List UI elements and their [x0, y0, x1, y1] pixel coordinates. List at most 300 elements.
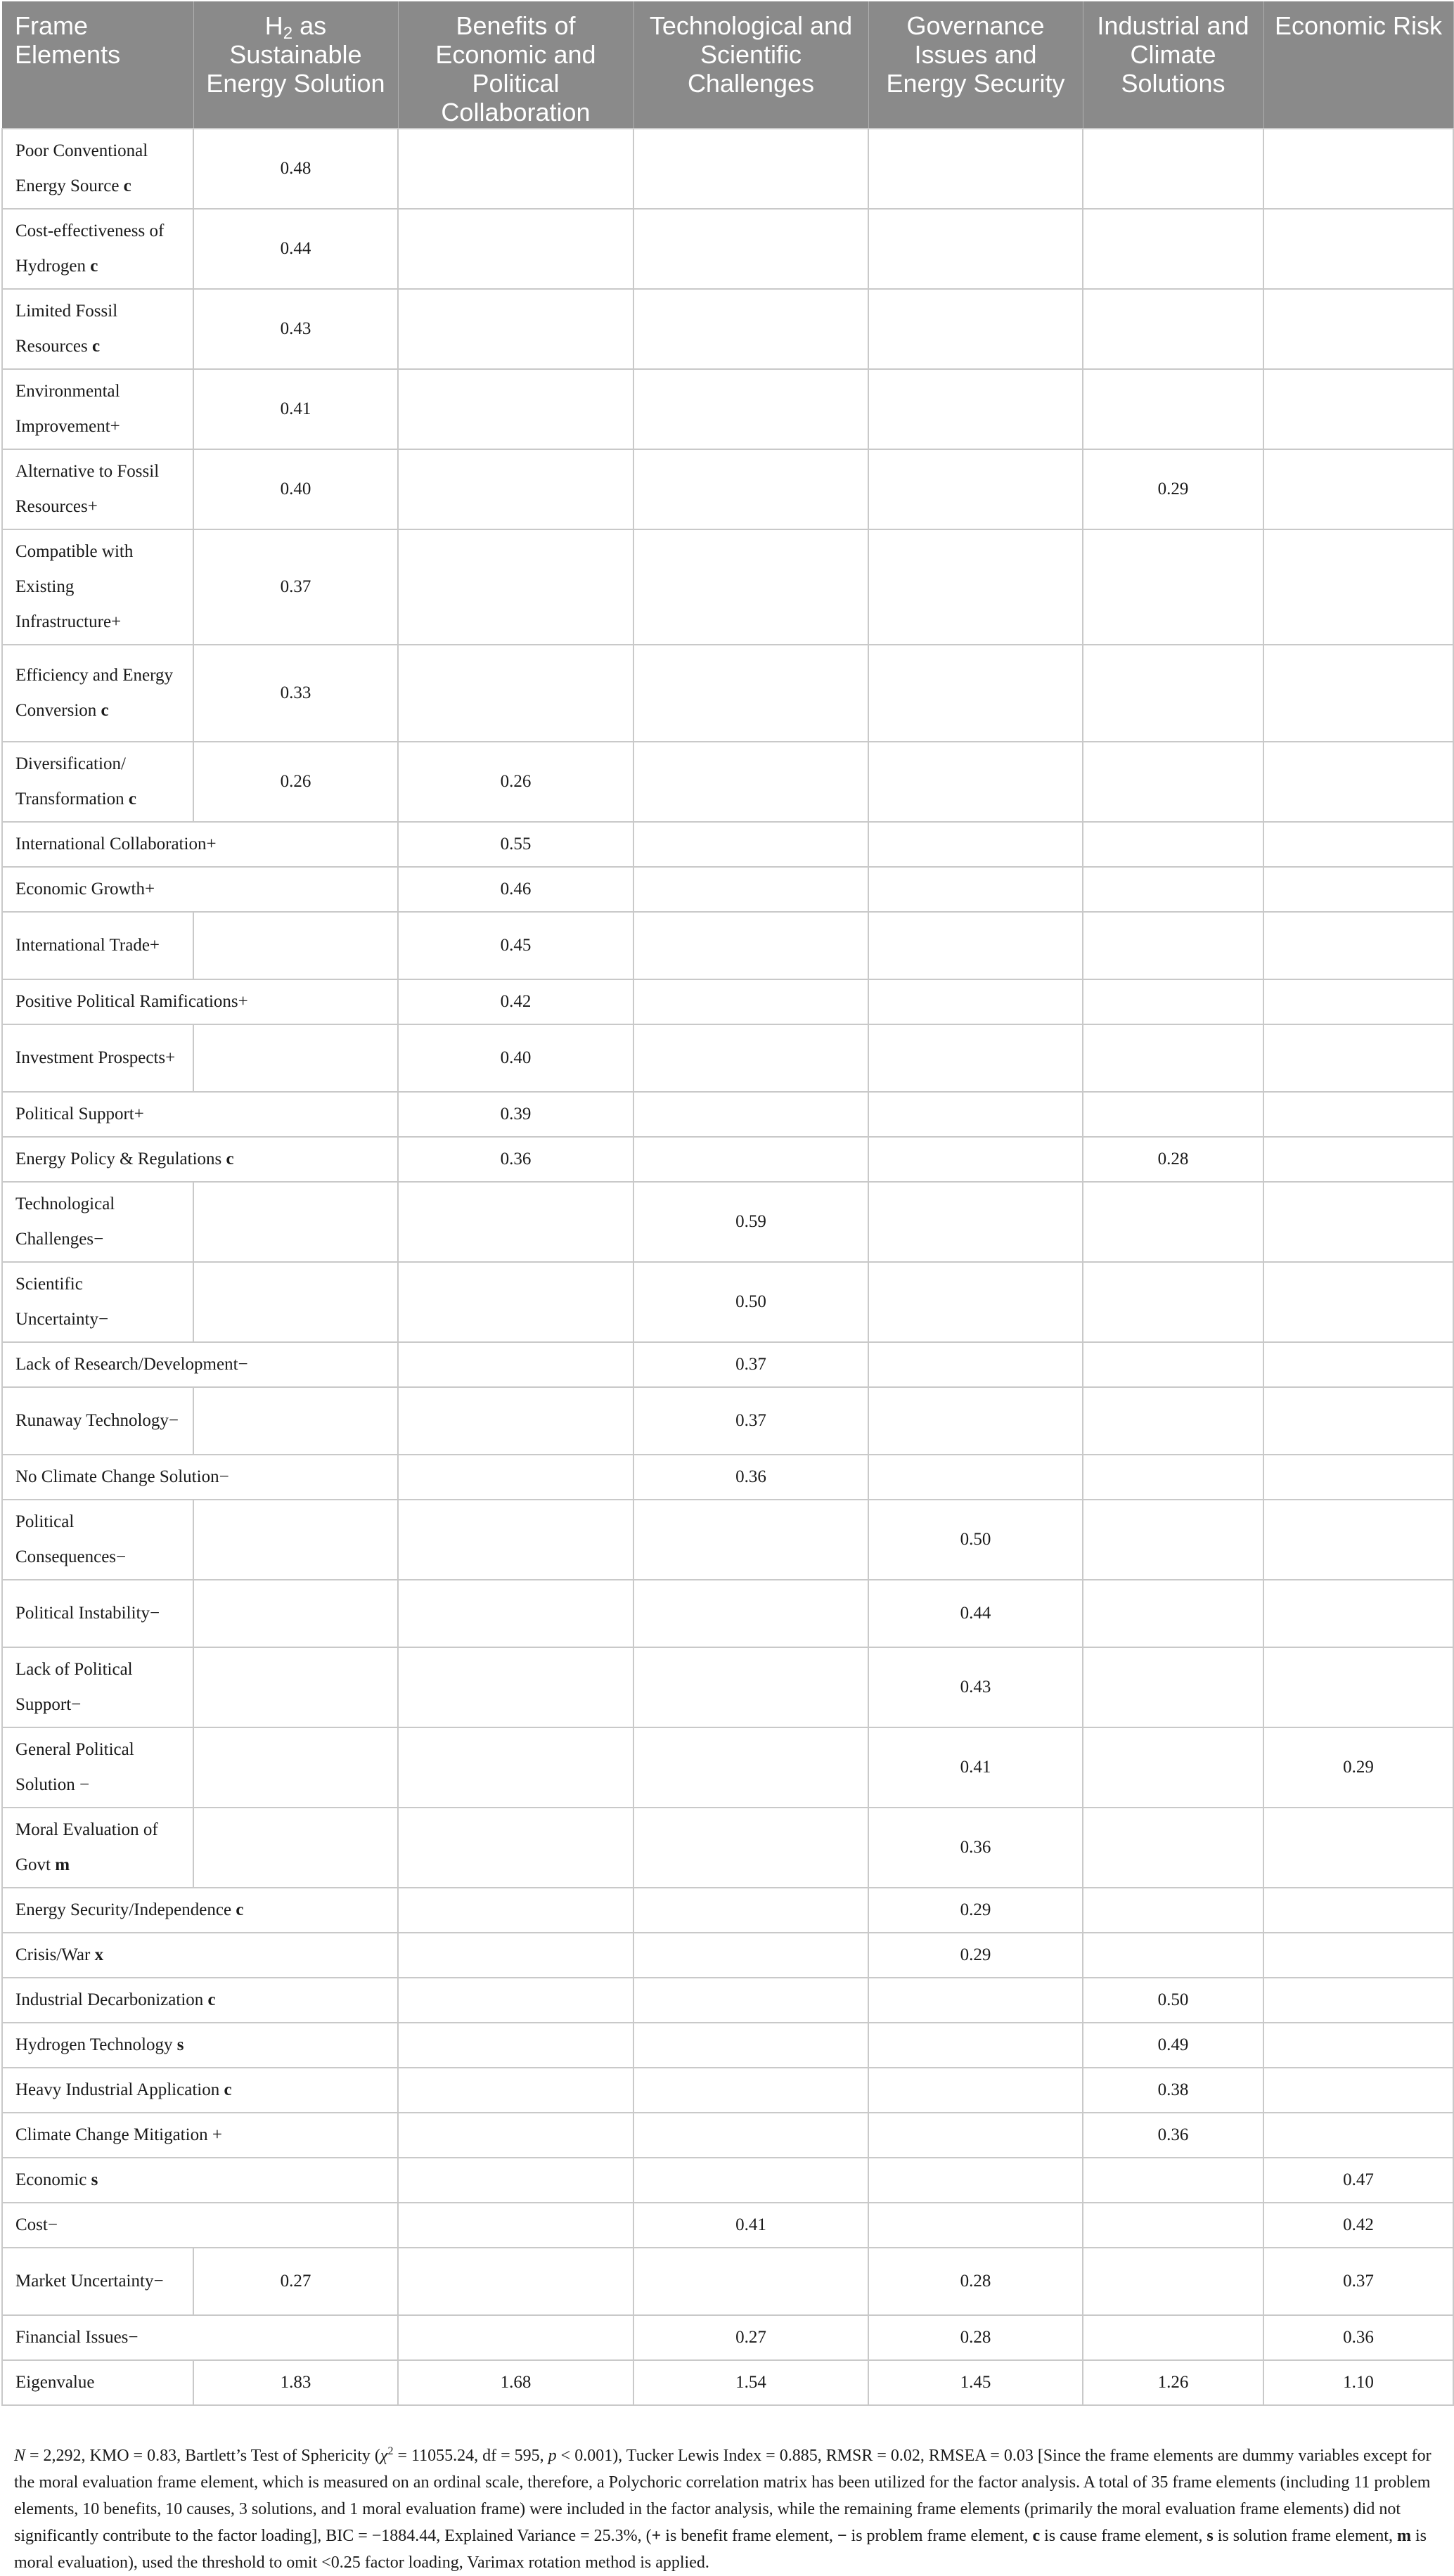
loading-cell-eco [1263, 2068, 1453, 2113]
row-label-tag: s [91, 2170, 98, 2189]
table-row [2, 1500, 1453, 1580]
loading-cell-ind: 0.49 [1083, 2023, 1263, 2068]
row-label [2, 1455, 229, 1500]
loading-cell-gov: 1.45 [868, 2360, 1083, 2405]
row-label [2, 1647, 193, 1727]
loading-cell-tech [633, 1580, 868, 1647]
table-body [2, 129, 1453, 2405]
loading-cell-ben [398, 1933, 633, 1978]
row-label-text: Energy Security/Independence [15, 1900, 236, 1919]
header-frame-elements: Frame Elements [2, 1, 193, 129]
loading-cell-h2 [193, 1808, 398, 1888]
loading-cell-ben [398, 2023, 633, 2068]
loading-cell-gov [868, 1978, 1083, 2023]
loading-cell-h2 [193, 2315, 398, 2360]
row-label-text: Heavy Industrial Application [15, 2080, 224, 2099]
header-h2-prefix: H [264, 11, 283, 40]
loading-cell-ben [398, 645, 633, 742]
loading-cell-tech [633, 867, 868, 912]
row-label-text: Market Uncertainty− [15, 2272, 164, 2291]
loading-cell-gov [868, 742, 1083, 822]
loading-cell-ind [1083, 822, 1263, 867]
loading-cell-tech [633, 1933, 868, 1978]
table-row [2, 912, 1453, 979]
row-label-tag: c [90, 257, 98, 276]
loading-cell-h2 [193, 1262, 398, 1342]
row-label-tag: s [176, 2035, 184, 2054]
loading-cell-ind [1083, 529, 1263, 645]
table-row [2, 979, 1453, 1024]
loading-cell-eco [1263, 2113, 1453, 2158]
loading-cell-ind [1083, 1024, 1263, 1092]
loading-cell-tech [633, 2158, 868, 2203]
table-row [2, 129, 1453, 209]
row-label [2, 1978, 216, 2023]
loading-cell-ben [398, 2315, 633, 2360]
loading-cell-ind [1083, 2158, 1263, 2203]
loading-cell-ben: 0.36 [398, 1137, 633, 1182]
note-c: c [1032, 2527, 1041, 2545]
loading-cell-gov [868, 867, 1083, 912]
loading-cell-ind [1083, 2315, 1263, 2360]
row-label-text: Economic [15, 2170, 91, 2189]
loading-cell-tech [633, 129, 868, 209]
row-label-tag: m [55, 1855, 70, 1874]
loading-cell-eco [1263, 1262, 1453, 1342]
loading-cell-eco [1263, 912, 1453, 979]
loading-cell-tech [633, 369, 868, 449]
row-label-text: Scientific Uncertainty− [15, 1275, 109, 1329]
loading-cell-gov [868, 369, 1083, 449]
loading-cell-ind: 0.50 [1083, 1978, 1263, 2023]
row-label-text: Moral Evaluation of Govt [15, 1820, 158, 1874]
loading-cell-gov: 0.44 [868, 1580, 1083, 1647]
loading-cell-ind [1083, 1182, 1263, 1262]
loading-cell-h2 [193, 1580, 398, 1647]
loading-cell-h2 [193, 1978, 398, 2023]
loading-cell-ben [398, 2158, 633, 2203]
note-part: = 11055.24, df = 595, [393, 2447, 548, 2465]
table-row [2, 2315, 1453, 2360]
loading-cell-gov: 0.28 [868, 2248, 1083, 2315]
row-label-text: Compatible with Existing Infrastructure+ [15, 542, 134, 631]
loading-cell-ind [1083, 289, 1263, 369]
loading-cell-ben [398, 1455, 633, 1500]
loading-cell-tech [633, 1808, 868, 1888]
row-label [2, 2360, 193, 2405]
loading-cell-h2 [193, 867, 398, 912]
row-label [2, 912, 193, 979]
loading-cell-tech: 0.36 [633, 1455, 868, 1500]
row-label [2, 979, 248, 1024]
loading-cell-ben: 0.39 [398, 1092, 633, 1137]
loading-cell-gov: 0.36 [868, 1808, 1083, 1888]
row-label-text: Industrial Decarbonization [15, 1990, 208, 2009]
loading-cell-ben [398, 1500, 633, 1580]
loading-cell-tech [633, 1727, 868, 1808]
table-row [2, 1387, 1453, 1455]
loading-cell-gov [868, 2158, 1083, 2203]
loading-cell-gov [868, 1342, 1083, 1387]
loading-cell-tech [633, 449, 868, 529]
row-label-tag: c [207, 1990, 216, 2009]
loading-cell-ben [398, 1978, 633, 2023]
loading-cell-ben [398, 289, 633, 369]
loading-cell-ind: 0.29 [1083, 449, 1263, 529]
loading-cell-gov [868, 2023, 1083, 2068]
loading-cell-ben [398, 449, 633, 529]
loading-cell-ind [1083, 742, 1263, 822]
loading-cell-eco: 0.42 [1263, 2203, 1453, 2248]
loading-cell-ben [398, 2068, 633, 2113]
row-label [2, 2113, 222, 2158]
table-row [2, 1137, 1453, 1182]
row-label-text: International Trade+ [15, 936, 160, 955]
loading-cell-gov [868, 2203, 1083, 2248]
loading-cell-ind [1083, 369, 1263, 449]
table-row [2, 1342, 1453, 1387]
loading-cell-gov [868, 2068, 1083, 2113]
loading-cell-h2: 0.44 [193, 209, 398, 289]
loading-cell-ind [1083, 1647, 1263, 1727]
loading-cell-tech: 0.27 [633, 2315, 868, 2360]
loading-cell-ind: 0.36 [1083, 2113, 1263, 2158]
loading-cell-h2: 1.83 [193, 2360, 398, 2405]
table-row [2, 1182, 1453, 1262]
note-chi-sup: 2 [387, 2445, 394, 2457]
loading-cell-h2: 0.33 [193, 645, 398, 742]
loading-cell-eco [1263, 867, 1453, 912]
loading-cell-gov: 0.43 [868, 1647, 1083, 1727]
loading-cell-ben [398, 1182, 633, 1262]
loading-cell-eco [1263, 529, 1453, 645]
row-label [2, 2203, 193, 2248]
note-p: p [548, 2447, 557, 2465]
loading-cell-eco [1263, 1978, 1453, 2023]
loading-cell-ben: 0.46 [398, 867, 633, 912]
loading-cell-gov [868, 645, 1083, 742]
row-label [2, 1342, 248, 1387]
note-n: N [14, 2447, 26, 2465]
loading-cell-h2: 0.26 [193, 742, 398, 822]
loading-cell-ind: 1.26 [1083, 2360, 1263, 2405]
note-part: is problem frame element, [847, 2527, 1033, 2545]
row-label-text: Lack of Research/Development− [15, 1355, 248, 1374]
loading-cell-eco [1263, 209, 1453, 289]
loading-cell-tech [633, 979, 868, 1024]
loading-cell-tech [633, 1024, 868, 1092]
table-row [2, 867, 1453, 912]
loading-cell-ind [1083, 1455, 1263, 1500]
row-label-text: Economic Growth+ [15, 880, 155, 899]
loading-cell-eco [1263, 742, 1453, 822]
row-label [2, 1933, 193, 1978]
loading-cell-ben: 0.55 [398, 822, 633, 867]
row-label [2, 2023, 193, 2068]
table-row [2, 1580, 1453, 1647]
header-industrial: Industrial and Climate Solutions [1083, 1, 1263, 129]
loading-cell-gov [868, 449, 1083, 529]
row-label [2, 129, 193, 209]
table-row [2, 1888, 1453, 1933]
table-row [2, 1808, 1453, 1888]
loading-cell-tech: 0.37 [633, 1387, 868, 1455]
table-row [2, 2203, 1453, 2248]
row-label [2, 2248, 193, 2315]
note-part: = 2,292, KMO = 0.83, Bartlett’s Test of Sphericity ( [25, 2447, 380, 2465]
loading-cell-gov [868, 2113, 1083, 2158]
loading-cell-h2 [193, 1933, 398, 1978]
loading-cell-ben: 0.45 [398, 912, 633, 979]
row-label [2, 1024, 193, 1092]
loading-cell-ind [1083, 1727, 1263, 1808]
loading-cell-ben [398, 1808, 633, 1888]
table-row [2, 449, 1453, 529]
loading-cell-ben [398, 1580, 633, 1647]
loading-cell-h2 [193, 1647, 398, 1727]
row-label-text: Crisis/War [15, 1945, 95, 1964]
loading-cell-tech [633, 822, 868, 867]
note-part: is moral evaluation), used the threshold to omit <0.25 factor loading, Varimax rotation method is applied. [14, 2527, 1427, 2572]
row-label-text: International Collaboration+ [15, 835, 217, 854]
loading-cell-h2: 0.27 [193, 2248, 398, 2315]
row-label [2, 289, 193, 369]
loading-cell-eco [1263, 369, 1453, 449]
loading-cell-h2 [193, 1092, 398, 1137]
loading-cell-h2 [193, 1387, 398, 1455]
row-label-text: Hydrogen Technology [15, 2035, 177, 2054]
loading-cell-ben [398, 2203, 633, 2248]
row-label-tag: c [128, 790, 136, 809]
loading-cell-eco [1263, 1455, 1453, 1500]
loading-cell-gov [868, 1092, 1083, 1137]
loading-cell-tech: 0.37 [633, 1342, 868, 1387]
loading-cell-ind [1083, 1262, 1263, 1342]
loading-cell-gov [868, 1262, 1083, 1342]
row-label [2, 369, 193, 449]
loading-cell-tech [633, 2068, 868, 2113]
loading-cell-ben [398, 1727, 633, 1808]
note-part: is benefit frame element, [661, 2527, 837, 2545]
loading-cell-h2 [193, 2113, 398, 2158]
loading-cell-gov [868, 979, 1083, 1024]
loading-cell-gov [868, 822, 1083, 867]
loading-cell-eco [1263, 1933, 1453, 1978]
loading-cell-gov [868, 1455, 1083, 1500]
note-part: is solution frame element, [1213, 2527, 1397, 2545]
table-row [2, 209, 1453, 289]
header-row [2, 1, 1453, 129]
loading-cell-ind [1083, 2203, 1263, 2248]
row-label-text: Climate Change Mitigation + [15, 2125, 222, 2144]
row-label-tag: c [224, 2080, 232, 2099]
loading-cell-gov [868, 289, 1083, 369]
table-row [2, 1933, 1453, 1978]
table-row [2, 1647, 1453, 1727]
row-label-tag: c [92, 337, 101, 356]
table-row [2, 1978, 1453, 2023]
loading-cell-tech [633, 2023, 868, 2068]
loading-cell-h2 [193, 2158, 398, 2203]
loading-cell-eco [1263, 1092, 1453, 1137]
table-row [2, 1727, 1453, 1808]
loading-cell-ben [398, 2248, 633, 2315]
row-label [2, 1137, 234, 1182]
loading-cell-eco: 0.36 [1263, 2315, 1453, 2360]
row-label-text: Alternative to Fossil Resources+ [15, 462, 160, 516]
row-label [2, 1387, 193, 1455]
loading-cell-ben [398, 529, 633, 645]
loading-cell-eco [1263, 822, 1453, 867]
loading-cell-tech: 0.41 [633, 2203, 868, 2248]
loading-cell-eco [1263, 1024, 1453, 1092]
row-label-text: Technological Challenges− [15, 1194, 115, 1249]
loading-cell-tech [633, 645, 868, 742]
note-chi: χ [380, 2447, 388, 2465]
row-label [2, 822, 217, 867]
loading-cell-ind: 0.28 [1083, 1137, 1263, 1182]
row-label [2, 449, 193, 529]
loading-cell-ind: 0.38 [1083, 2068, 1263, 2113]
row-label [2, 1727, 193, 1808]
row-label [2, 529, 193, 645]
loading-cell-h2: 0.40 [193, 449, 398, 529]
loading-cell-ben [398, 1262, 633, 1342]
loading-cell-gov: 0.29 [868, 1888, 1083, 1933]
loading-cell-tech [633, 1978, 868, 2023]
loading-cell-gov [868, 1182, 1083, 1262]
loading-cell-ben: 1.68 [398, 2360, 633, 2405]
header-h2-rest: as Sustainable Energy Solution [206, 11, 385, 98]
row-label-text: Eigenvalue [15, 2373, 95, 2392]
table-row [2, 2360, 1453, 2405]
row-label-text: Environmental Improvement+ [15, 382, 120, 436]
table-row [2, 1024, 1453, 1092]
loading-cell-ben: 0.40 [398, 1024, 633, 1092]
row-label-text: Runaway Technology− [15, 1411, 179, 1430]
loading-cell-h2 [193, 2203, 398, 2248]
row-label-text: Lack of Political Support− [15, 1660, 133, 1714]
header-tech: Technological and Scientific Challenges [633, 1, 868, 129]
loading-cell-eco: 1.10 [1263, 2360, 1453, 2405]
loading-cell-ind [1083, 1342, 1263, 1387]
loading-cell-h2 [193, 2023, 398, 2068]
loading-cell-h2 [193, 912, 398, 979]
header-economic-risk: Economic Risk [1263, 1, 1453, 129]
loading-cell-ind [1083, 1092, 1263, 1137]
row-label-text: Political Consequences− [15, 1512, 127, 1566]
row-label-text: No Climate Change Solution− [15, 1467, 229, 1486]
loading-cell-gov: 0.28 [868, 2315, 1083, 2360]
header-benefits: Benefits of Economic and Political Collaboration [398, 1, 633, 129]
loading-cell-tech [633, 1647, 868, 1727]
loading-cell-ind [1083, 1933, 1263, 1978]
loading-cell-ind [1083, 912, 1263, 979]
loading-cell-tech [633, 912, 868, 979]
row-label [2, 1580, 193, 1647]
row-label-tag: x [94, 1945, 104, 1964]
loading-cell-gov [868, 1024, 1083, 1092]
table-row [2, 2068, 1453, 2113]
row-label-text: Political Support+ [15, 1105, 144, 1123]
table-row [2, 2248, 1453, 2315]
loading-cell-ind [1083, 1580, 1263, 1647]
table-row [2, 369, 1453, 449]
loading-cell-eco [1263, 1137, 1453, 1182]
table-row [2, 2023, 1453, 2068]
loading-cell-eco [1263, 1888, 1453, 1933]
loading-cell-tech [633, 1092, 868, 1137]
loading-cell-ind [1083, 1387, 1263, 1455]
loading-cell-eco: 0.29 [1263, 1727, 1453, 1808]
row-label-tag: c [236, 1900, 244, 1919]
row-label [2, 1888, 244, 1933]
loading-cell-ben [398, 1387, 633, 1455]
loading-cell-eco [1263, 979, 1453, 1024]
loading-cell-tech [633, 529, 868, 645]
loading-cell-tech: 1.54 [633, 2360, 868, 2405]
table-row [2, 1262, 1453, 1342]
table-row [2, 529, 1453, 645]
row-label-text: Efficiency and Energy Conversion [15, 666, 173, 720]
row-label-text: General Political Solution − [15, 1740, 134, 1794]
row-label-text: Cost-effectiveness of Hydrogen [15, 221, 165, 276]
note-m: m [1396, 2527, 1411, 2545]
row-label [2, 742, 193, 822]
loading-cell-ind [1083, 1888, 1263, 1933]
table-row [2, 742, 1453, 822]
row-label-text: Diversification/ Transformation [15, 754, 129, 809]
loading-cell-eco [1263, 1500, 1453, 1580]
loading-cell-tech [633, 1137, 868, 1182]
row-label [2, 1092, 193, 1137]
loading-cell-tech [633, 209, 868, 289]
row-label-text: Financial Issues− [15, 2328, 139, 2347]
loading-cell-gov [868, 209, 1083, 289]
loading-cell-eco [1263, 1182, 1453, 1262]
loading-cell-gov: 0.29 [868, 1933, 1083, 1978]
loading-cell-ind [1083, 979, 1263, 1024]
loading-cell-eco [1263, 449, 1453, 529]
note-plus: + [651, 2527, 662, 2545]
table-row [2, 2113, 1453, 2158]
loading-cell-gov [868, 1387, 1083, 1455]
loading-cell-gov [868, 529, 1083, 645]
row-label-tag: c [101, 701, 109, 720]
loading-cell-tech [633, 1888, 868, 1933]
table-row [2, 1455, 1453, 1500]
loading-cell-eco [1263, 129, 1453, 209]
loading-cell-eco: 0.47 [1263, 2158, 1453, 2203]
loading-cell-ben [398, 1647, 633, 1727]
header-h2-subscript: 2 [283, 24, 293, 43]
row-label [2, 2068, 232, 2113]
row-label-text: Limited Fossil Resources [15, 302, 118, 356]
row-label [2, 645, 193, 742]
loading-cell-ben [398, 129, 633, 209]
loading-cell-gov [868, 912, 1083, 979]
table-row [2, 1092, 1453, 1137]
loading-cell-ind [1083, 129, 1263, 209]
loading-cell-ind [1083, 209, 1263, 289]
note-s: s [1207, 2527, 1214, 2545]
loading-cell-gov: 0.50 [868, 1500, 1083, 1580]
row-label [2, 1500, 193, 1580]
loading-cell-h2: 0.48 [193, 129, 398, 209]
factor-loading-table [1, 1, 1454, 2406]
row-label [2, 867, 193, 912]
loading-cell-ben: 0.26 [398, 742, 633, 822]
